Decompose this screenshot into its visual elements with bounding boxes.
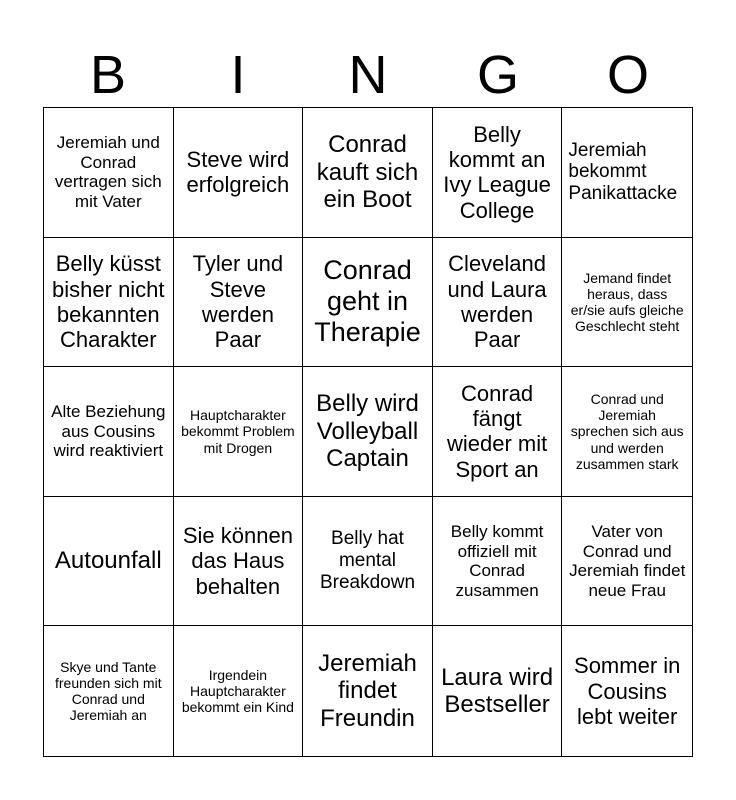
- bingo-cell[interactable]: Steve wird erfolgreich: [174, 108, 304, 238]
- bingo-cell[interactable]: Belly wird Volleyball Captain: [303, 367, 433, 497]
- bingo-cell[interactable]: Conrad kauft sich ein Boot: [303, 108, 433, 238]
- bingo-cell[interactable]: Jeremiah bekommt Panikattacke: [562, 108, 692, 238]
- header-letter-n: N: [348, 45, 388, 105]
- header-letter-i: I: [230, 45, 246, 105]
- bingo-cell[interactable]: Hauptcharakter bekommt Problem mit Drogen: [174, 367, 304, 497]
- bingo-cell[interactable]: Vater von Conrad und Jeremiah findet neue Frau: [562, 497, 692, 627]
- bingo-cell[interactable]: Tyler und Steve werden Paar: [174, 238, 304, 368]
- bingo-cell[interactable]: Belly kommt an Ivy League College: [433, 108, 563, 238]
- bingo-cell[interactable]: Cleveland und Laura werden Paar: [433, 238, 563, 368]
- bingo-cell[interactable]: Jemand findet heraus, dass er/sie aufs gleiche Geschlecht steht: [562, 238, 692, 368]
- bingo-cell[interactable]: Skye und Tante freunden sich mit Conrad und Jeremiah an: [44, 626, 174, 756]
- bingo-cell[interactable]: Jeremiah findet Freundin: [303, 626, 433, 756]
- bingo-cell[interactable]: Autounfall: [44, 497, 174, 627]
- bingo-cell[interactable]: Conrad fängt wieder mit Sport an: [433, 367, 563, 497]
- bingo-cell[interactable]: Alte Beziehung aus Cousins wird reaktiviert: [44, 367, 174, 497]
- bingo-board: [43, 107, 693, 757]
- bingo-cell[interactable]: Belly küsst bisher nicht bekannten Charakter: [44, 238, 174, 368]
- bingo-cell[interactable]: Sommer in Cousins lebt weiter: [574, 653, 681, 729]
- bingo-cell[interactable]: Belly hat mental Breakdown: [303, 497, 433, 627]
- bingo-cell[interactable]: Belly kommt offiziell mit Conrad zusammen: [433, 497, 563, 627]
- bingo-cell[interactable]: Conrad geht in Therapie: [303, 238, 433, 368]
- header-letter-o: O: [606, 45, 649, 105]
- header-letter-g: G: [476, 45, 519, 105]
- bingo-cell[interactable]: Conrad und Jeremiah sprechen sich aus und werden zusammen stark: [562, 367, 692, 497]
- bingo-cell[interactable]: Irgendein Hauptcharakter bekommt ein Kind: [174, 626, 304, 756]
- header-letter-b: B: [89, 45, 127, 105]
- bingo-cell[interactable]: Laura wird Bestseller: [433, 626, 563, 756]
- bingo-header: [43, 42, 693, 108]
- bingo-cell[interactable]: Jeremiah und Conrad vertragen sich mit Vater: [44, 108, 174, 238]
- bingo-cell[interactable]: Sie können das Haus behalten: [174, 497, 304, 627]
